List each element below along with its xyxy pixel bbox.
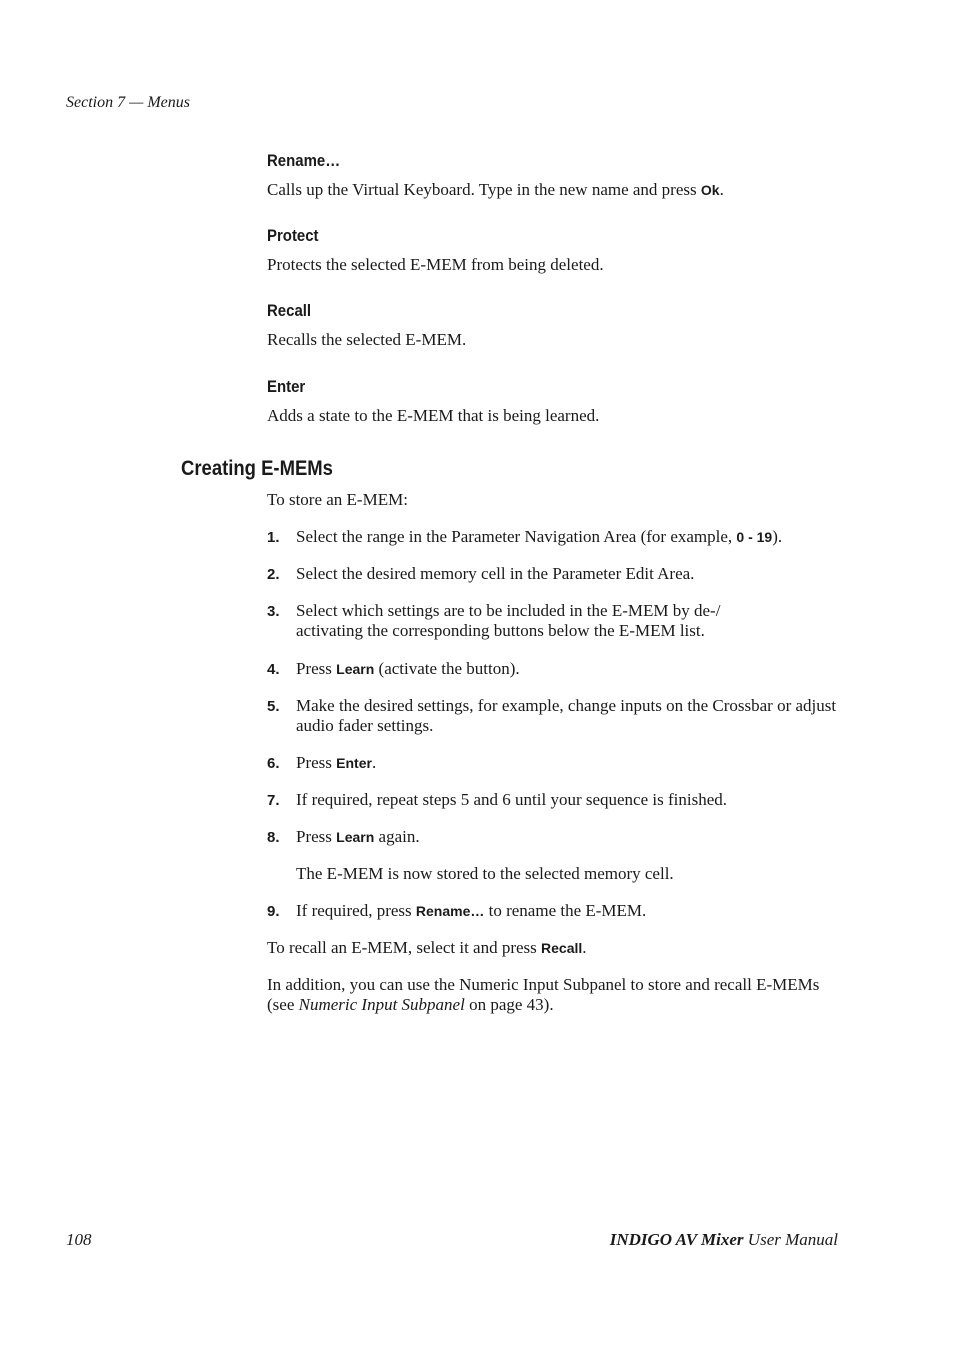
- keyword-ok: Ok: [700, 182, 720, 198]
- step-text: Select which settings are to be included in the E-MEM by de-/ activating the corresponding buttons below the E-MEM list.: [296, 601, 721, 640]
- keyword: Learn: [336, 829, 375, 845]
- running-footer: [610, 1230, 838, 1250]
- term-recall: Recall: [267, 301, 312, 320]
- step-number: 9.: [267, 903, 280, 920]
- product-name: INDIGO AV Mixer: [609, 1230, 744, 1249]
- step-text: If required, press Rename… to rename the E-MEM.: [296, 901, 647, 920]
- step-number: 6.: [267, 755, 280, 772]
- step-text: Press Learn (activate the button).: [296, 659, 520, 678]
- step-text: Select the desired memory cell in the Parameter Edit Area.: [296, 564, 695, 583]
- section-intro: To store an E-MEM:: [267, 490, 408, 509]
- step-number: 2.: [267, 566, 280, 583]
- step-text: If required, repeat steps 5 and 6 until your sequence is finished.: [296, 790, 728, 809]
- step-text: Select the range in the Parameter Navigation Area (for example, 0 - 19).: [296, 527, 783, 546]
- term-rename: Rename…: [267, 151, 341, 170]
- step-note: The E-MEM is now stored to the selected memory cell.: [296, 864, 674, 883]
- keyword-recall: Recall: [541, 940, 583, 956]
- desc-enter: Adds a state to the E-MEM that is being learned.: [267, 406, 600, 425]
- term-protect: Protect: [267, 226, 319, 245]
- cross-reference: Numeric Input Subpanel: [298, 995, 465, 1014]
- term-enter: Enter: [267, 377, 306, 396]
- keyword: Rename…: [415, 903, 485, 919]
- keyword: Enter: [336, 755, 372, 771]
- desc-protect: Protects the selected E-MEM from being deleted.: [267, 255, 604, 274]
- step-number: 4.: [267, 661, 280, 678]
- page-number: 108: [66, 1230, 92, 1249]
- step-number: 1.: [267, 529, 280, 546]
- keyword: Learn: [336, 661, 375, 677]
- section-title: Creating E-MEMs: [181, 457, 333, 480]
- step-text: Make the desired settings, for example, change inputs on the Crossbar or adjust audio fader settings.: [296, 696, 837, 735]
- step-number: 3.: [267, 603, 280, 620]
- step-number: 8.: [267, 829, 280, 846]
- desc-rename: Calls up the Virtual Keyboard. Type in the new name and press Ok.: [267, 180, 724, 199]
- step-text: Press Learn again.: [296, 827, 420, 846]
- desc-recall: Recalls the selected E-MEM.: [267, 330, 467, 349]
- running-header: Section 7 — Menus: [66, 94, 190, 111]
- keyword: 0 - 19: [736, 529, 773, 545]
- addition-paragraph: In addition, you can use the Numeric Input Subpanel to store and recall E-MEMs (see Numeric Input Subpanel on page 43).: [267, 975, 820, 1014]
- manual-label: User Manual: [743, 1230, 838, 1249]
- step-text: Press Enter.: [296, 753, 377, 772]
- step-number: 7.: [267, 792, 280, 809]
- recall-paragraph: To recall an E-MEM, select it and press Recall.: [267, 938, 587, 957]
- step-number: 5.: [267, 698, 280, 715]
